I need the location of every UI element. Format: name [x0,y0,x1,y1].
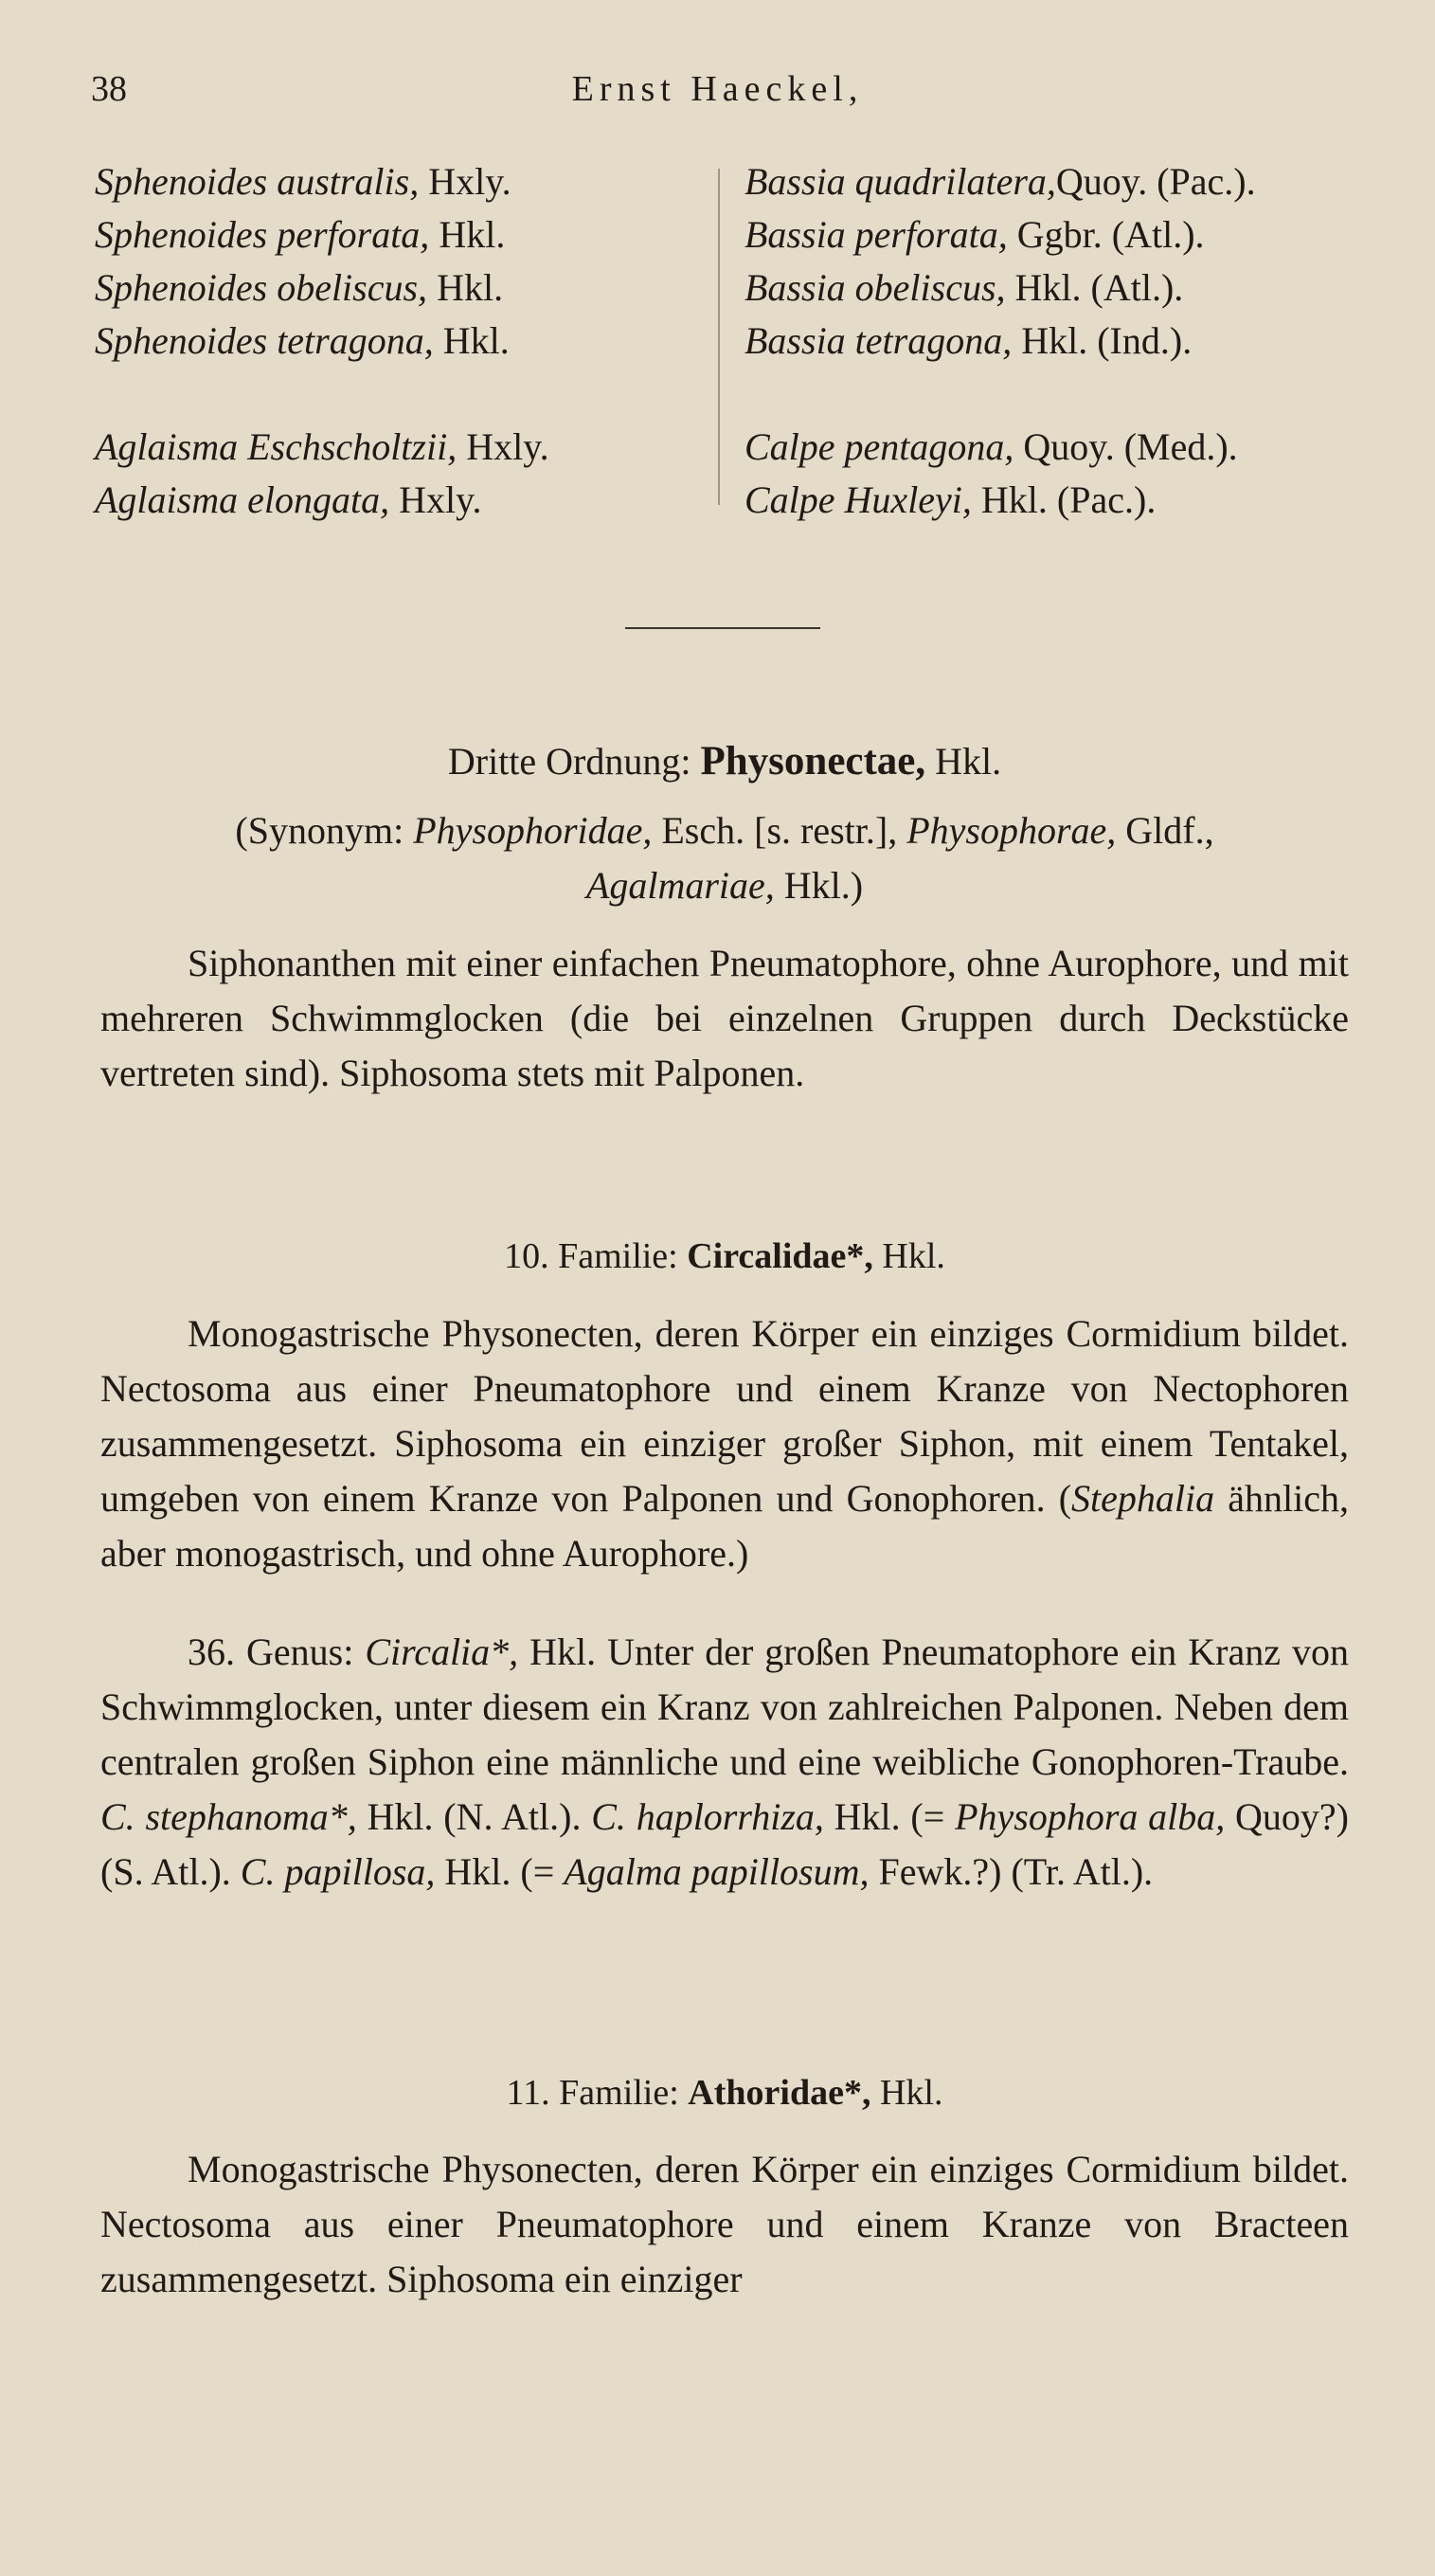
species-entry [744,474,1370,527]
species-author: Hkl. (Atl.). [1005,266,1184,309]
species-author: Hxly. [419,160,511,203]
page-number: 38 [91,69,127,109]
running-title: Ernst Haeckel, [571,69,864,109]
family-heading [95,1230,1354,1283]
species-author: Hxly. [389,478,482,521]
species-name: C. haplorrhiza, [591,1795,824,1838]
genus-name: Circalia*, [365,1630,519,1673]
synonym-text: Gldf., [1116,809,1214,852]
species-name: Bassia tetragona, [744,319,1013,362]
species-name: Aglaisma Eschscholtzii, [95,425,457,468]
spacer [95,368,701,421]
species-name: Physophora alba, [955,1795,1226,1838]
family-prefix: 10. Familie: [504,1236,688,1276]
spacer [744,368,1370,421]
species-name: Sphenoides tetragona, [95,319,434,362]
family-prefix: 11. Familie: [506,2073,689,2113]
species-name: Sphenoides obeliscus, [95,266,428,309]
description-text: Monogastrische Physonecten, deren Körper ein einziges Cormidium bildet. Nectosoma aus einer Pneumatophore und einem Kranze von Nectophoren zusammengesetzt. Siphosoma ein einziger großer Siphon, mit einem Tentakel, umgeben von einem Kranze von Palponen und Gonophoren. ( [100,1312,1349,1520]
species-entry [744,208,1370,261]
species-name: C. stephanoma*, [100,1795,357,1838]
species-author: Hkl. (Pac.). [971,478,1157,521]
species-entry [744,421,1370,474]
family-name: Athoridae*, [688,2073,871,2113]
genus-reference: Stephalia [1071,1477,1215,1520]
species-name: Bassia obeliscus, [744,266,1006,309]
genus-text: Hkl. (= [823,1795,956,1838]
column-divider [718,169,720,505]
synonym-name: Physophorae, [906,809,1117,852]
order-prefix: Dritte Ordnung: [447,740,701,783]
page-header [91,68,1344,121]
species-name: C. papillosa, [240,1850,436,1893]
species-author: Hkl. (Ind.). [1012,319,1193,362]
species-entry [95,421,701,474]
species-name: Sphenoides australis, [95,160,420,203]
species-entry [744,315,1370,368]
genus-text: Hkl. (= [435,1850,565,1893]
species-entry [744,261,1370,315]
family-name: Circalidae*, [687,1236,873,1276]
section-divider [625,627,820,629]
description-text: ähnlich, aber monogastrisch, und ohne Aurophore.) [100,1477,1349,1575]
order-description: Siphonanthen mit einer einfachen Pneumatophore, ohne Aurophore, und mit mehreren Schwimmglocken (die bei einzelnen Gruppen durch Deckstücke vertreten sind). Siphosoma stets mit Palponen. [100,942,1349,1094]
species-entry [95,474,701,527]
family-author: Hkl. [872,1236,945,1276]
order-name: Physonectae, [700,739,926,784]
genus-text: Hkl. (N. Atl.). [356,1795,592,1838]
species-entry [95,155,701,208]
species-author: Ggbr. (Atl.). [1007,213,1205,256]
species-name: Agalma papillosum, [564,1850,870,1893]
species-author: Hkl. [433,319,510,362]
genus-prefix: 36. Genus: [188,1630,366,1673]
synonym-text: Hkl.) [774,864,864,907]
species-name: Bassia quadrilatera, [744,160,1056,203]
family-description: Monogastrische Physonecten, deren Körper ein einziges Cormidium bildet. Nectosoma aus einer Pneumatophore und einem Kranze von Bracteen zusammengesetzt. Siphosoma ein einziger [100,2148,1349,2300]
genus-text: Fewk.?) (Tr. Atl.). [869,1850,1154,1893]
family-description [100,1306,1349,1581]
species-entry [744,155,1370,208]
species-entry [95,208,701,261]
synonym-name: Agalmariae, [585,864,775,907]
species-entry [95,315,701,368]
species-entry [95,261,701,315]
species-author: Quoy. (Med.). [1013,425,1238,468]
order-author: Hkl. [925,740,1002,783]
order-heading [95,735,1354,788]
species-name: Calpe Huxleyi, [744,478,972,521]
species-name: Aglaisma elongata, [95,478,390,521]
species-author: Hxly. [457,425,549,468]
synonym-open: (Synonym: [235,809,414,852]
genus-text: Hkl. Unter der großen Pneumatophore ein Kranz von Schwimmglocken, unter diesem ein Kranz von zahlreichen Palponen. Neben dem centralen großen Siphon eine männliche und eine weibliche Gonophoren-Traube. [100,1630,1349,1783]
order-synonym [95,803,1354,913]
species-name: Calpe pentagona, [744,425,1014,468]
species-name: Bassia perforata, [744,213,1008,256]
species-author: Hkl. [429,213,506,256]
genus-description [100,1625,1349,1900]
species-name: Sphenoides perforata, [95,213,430,256]
synonym-name: Physophoridae, [413,809,653,852]
species-author: Quoy. (Pac.). [1055,160,1256,203]
family-heading [95,2066,1354,2119]
species-author: Hkl. [427,266,504,309]
family-author: Hkl. [870,2073,943,2113]
genus-text: Quoy?) (S. Atl.). [100,1795,1350,1893]
synonym-text: Esch. [s. restr.], [652,809,907,852]
species-column-left [95,155,701,527]
species-column-right [744,155,1370,527]
